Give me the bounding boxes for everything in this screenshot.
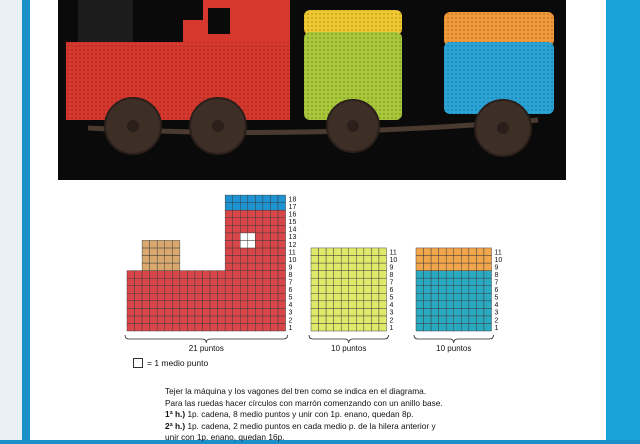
locomotive-row-number: 15 (288, 219, 297, 227)
row-1-label: 1ª h.) (165, 409, 186, 419)
instruction-line-1: Tejer la máquina y los vagones del tren como se indica en el diagrama. (165, 386, 427, 396)
locomotive-row-number: 11 (288, 249, 296, 257)
green-wagon-row-number: 4 (389, 302, 394, 310)
locomotive-row-number: 7 (288, 279, 293, 287)
blue-wagon-row-number: 5 (494, 294, 499, 302)
blue-wagon-row-number: 7 (494, 279, 499, 287)
green-wagon-row-number: 5 (389, 294, 394, 302)
locomotive-row-number: 9 (288, 264, 293, 272)
row-2-text: 1p. cadena, 2 medio puntos en cada medio p. de la hilera anterior y (185, 420, 436, 431)
instruction-row-1 (165, 409, 505, 421)
blue-wagon-row-number: 1 (494, 324, 499, 332)
green-wagon-row-number: 11 (389, 249, 397, 257)
locomotive-row-number: 8 (288, 271, 293, 279)
row-2-label: 2ª h.) (165, 420, 186, 431)
blue-wagon-row-number: 2 (494, 317, 499, 325)
locomotive-row-number: 3 (288, 309, 293, 317)
green-wagon-row-number: 6 (389, 287, 394, 295)
page-left-margin (0, 0, 22, 440)
blue-wagon-width-label: 10 puntos (436, 344, 472, 353)
blue-wagon-row-number: 11 (494, 249, 502, 257)
blue-wagon-row-number: 10 (494, 256, 503, 264)
legend (133, 358, 208, 368)
instruction-line-2: Para las ruedas hacer círculos con marrón comenzando con un anillo base. (165, 397, 443, 408)
locomotive-row-number: 6 (288, 287, 293, 295)
locomotive-row-number: 10 (288, 256, 297, 264)
green-wagon-width-label: 10 puntos (331, 344, 367, 353)
green-wagon-row-number: 1 (389, 324, 394, 332)
green-wagon-row-number: 10 (389, 256, 398, 264)
stitch-square-icon (133, 358, 143, 368)
locomotive-row-number: 2 (288, 317, 293, 325)
blue-wagon-row-number: 8 (494, 271, 499, 279)
green-wagon-row-number: 2 (389, 317, 394, 325)
instruction-row-2 (165, 421, 505, 433)
green-wagon-row-number: 8 (389, 271, 394, 279)
locomotive-width-label: 21 puntos (188, 344, 224, 353)
locomotive-row-number: 12 (288, 241, 297, 249)
locomotive-row-number: 13 (288, 234, 297, 242)
instruction-row-2-cont: unir con 1p. enano, quedan 16p. (165, 432, 285, 442)
locomotive-row-number: 14 (288, 226, 297, 234)
crochet-train-image (58, 0, 566, 180)
locomotive-row-number: 18 (288, 196, 297, 204)
green-wagon-row-number: 7 (389, 279, 394, 287)
blue-wagon-row-number: 3 (494, 309, 499, 317)
locomotive-row-number: 4 (288, 302, 293, 310)
locomotive-row-number: 1 (288, 324, 293, 332)
legend-text: = 1 medio punto (147, 358, 209, 368)
page-right-band (606, 0, 640, 440)
instructions (165, 386, 505, 444)
blue-wagon-row-number: 9 (494, 264, 499, 272)
locomotive-row-number: 16 (288, 211, 297, 219)
locomotive-row-number: 5 (288, 294, 293, 302)
green-wagon-row-number: 9 (389, 264, 394, 272)
blue-wagon-row-number: 4 (494, 302, 499, 310)
locomotive-row-number: 17 (288, 204, 297, 211)
train-photo (58, 0, 566, 180)
row-1-text: 1p. cadena, 8 medio puntos y unir con 1p. enano, quedan 8p. (185, 409, 414, 419)
green-wagon-row-number: 3 (389, 309, 394, 317)
blue-wagon-row-number: 6 (494, 287, 499, 295)
